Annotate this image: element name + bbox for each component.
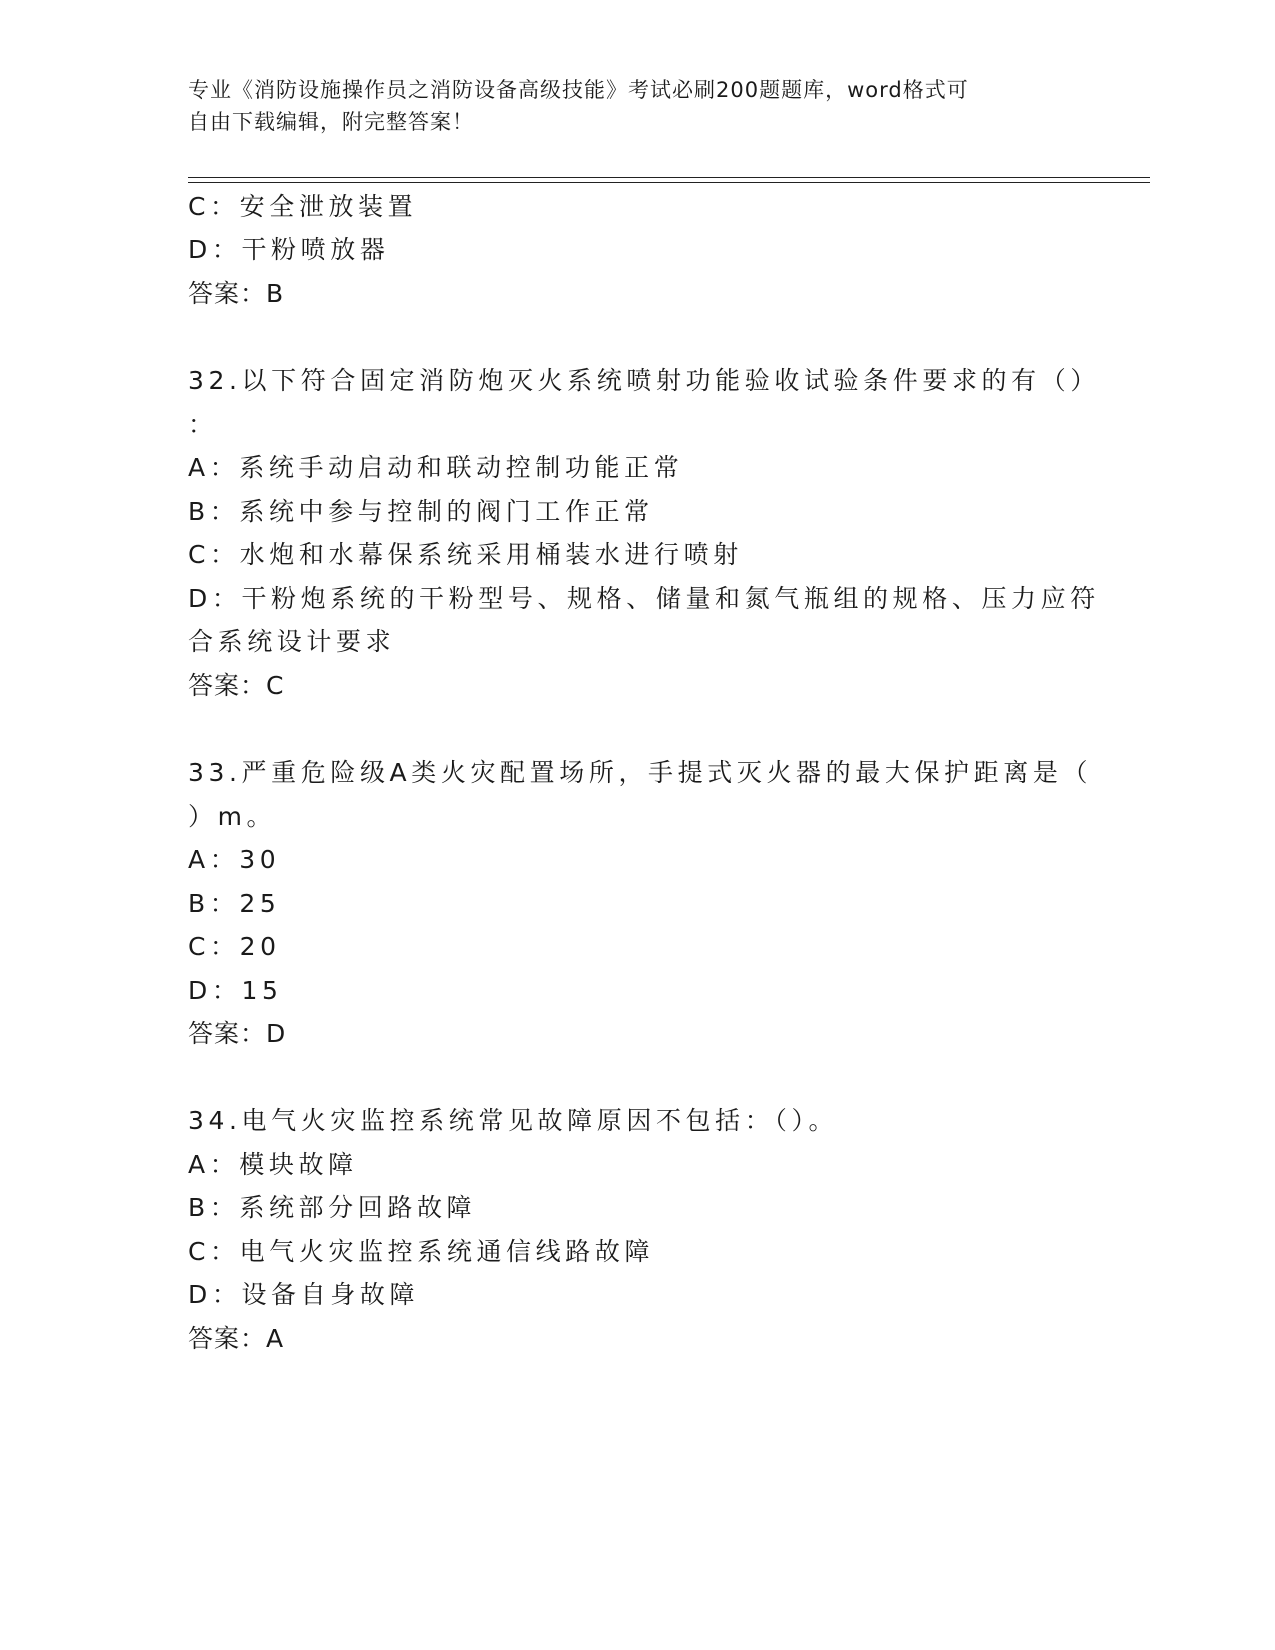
q31-option-c: C：安全泄放装置 <box>188 192 418 221</box>
q34-option-d: D：设备自身故障 <box>188 1280 420 1309</box>
q33-stem-line-2: ）m。 <box>188 802 277 831</box>
q34-option-b: B：系统部分回路故障 <box>188 1193 477 1222</box>
q34-option-c: C：电气火灾监控系统通信线路故障 <box>188 1237 655 1266</box>
q32-option-d-line-2: 合系统设计要求 <box>188 627 396 656</box>
q33-option-b: B：25 <box>188 889 281 918</box>
q32-option-c: C：水炮和水幕保系统采用桶装水进行喷射 <box>188 540 743 569</box>
q32-answer: 答案：C <box>188 671 285 700</box>
header-divider-bottom <box>188 182 1150 183</box>
header-line-2: 自由下载编辑，附完整答案！ <box>188 110 474 134</box>
q31-answer: 答案：B <box>188 279 285 308</box>
document-header <box>188 74 1068 138</box>
q34-stem: 34.电气火灾监控系统常见故障原因不包括：（）。 <box>188 1106 839 1135</box>
q33-option-a: A：30 <box>188 845 281 874</box>
q32-stem-line-1: 32.以下符合固定消防炮灭火系统喷射功能验收试验条件要求的有（） <box>188 366 1100 395</box>
q32-option-d-line-1: D：干粉炮系统的干粉型号、规格、储量和氮气瓶组的规格、压力应符 <box>188 584 1100 613</box>
q33-option-c: C：20 <box>188 932 281 961</box>
header-line-1: 专业《消防设施操作员之消防设备高级技能》考试必刷200题题库，word格式可 <box>188 78 969 102</box>
q32-stem-line-2: ： <box>188 410 218 439</box>
header-divider-top <box>188 177 1150 178</box>
q33-option-d: D：15 <box>188 976 283 1005</box>
q34-option-a: A：模块故障 <box>188 1150 358 1179</box>
q32-option-a: A：系统手动启动和联动控制功能正常 <box>188 453 684 482</box>
q34-answer: 答案：A <box>188 1324 285 1353</box>
q33-answer: 答案：D <box>188 1019 287 1048</box>
q33-stem-line-1: 33.严重危险级A类火灾配置场所，手提式灭火器的最大保护距离是（ <box>188 758 1093 787</box>
q31-option-d: D：干粉喷放器 <box>188 235 390 264</box>
q32-option-b: B：系统中参与控制的阀门工作正常 <box>188 497 654 526</box>
